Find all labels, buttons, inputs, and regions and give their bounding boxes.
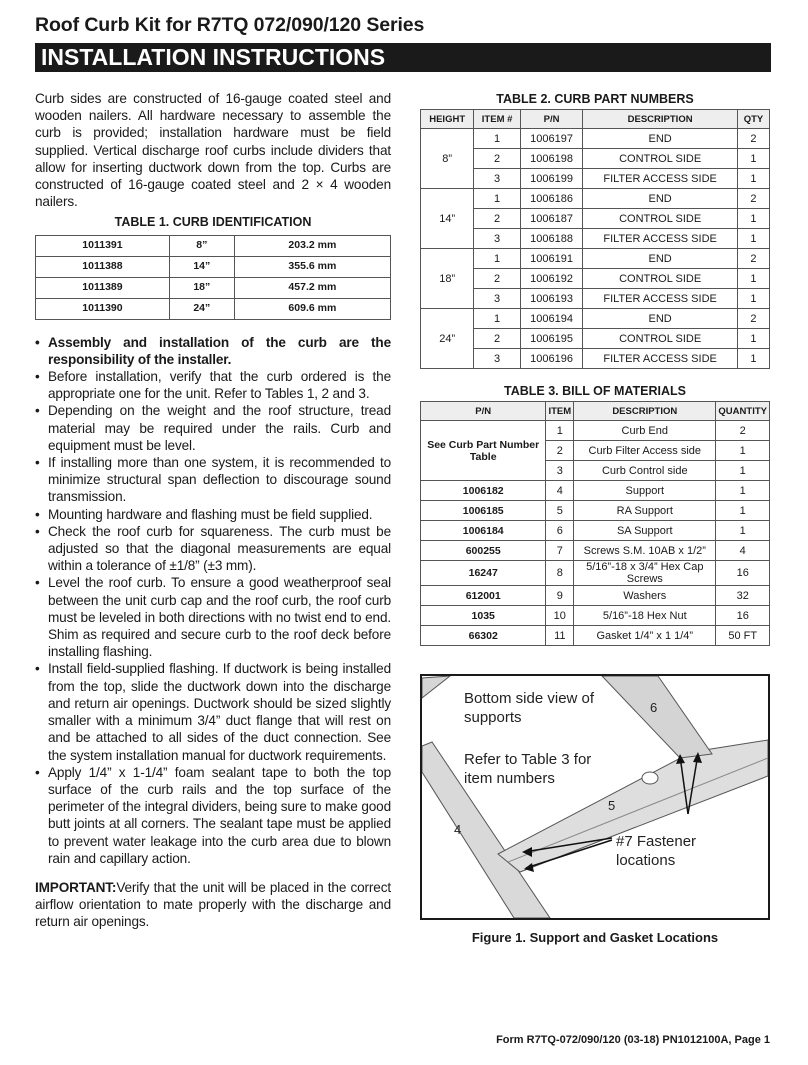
quantity-cell: 1 [716, 461, 770, 481]
curb-part-numbers-table [420, 109, 770, 369]
table2-row [421, 249, 770, 269]
support-diagram [420, 674, 770, 920]
support-6-shape [602, 676, 712, 758]
item-cell: 1 [474, 309, 521, 329]
table2-caption: TABLE 2. CURB PART NUMBERS [496, 92, 694, 106]
description-cell: END [583, 309, 738, 329]
quantity-cell: 1 [716, 441, 770, 461]
table1-row [36, 235, 391, 256]
part-number-cell: 1006187 [520, 209, 582, 229]
description-cell: END [583, 189, 738, 209]
quantity-cell: 2 [716, 421, 770, 441]
table2-header-cell: QTY [737, 110, 769, 129]
figure-text-fasteners: #7 Fastener locations [616, 833, 697, 869]
item-cell: 6 [546, 521, 574, 541]
instruction-item: • If installing more than one system, it is recommended to minimize structural span deflection to discourage sound transmission. [35, 454, 391, 506]
item-cell: 8 [546, 561, 574, 586]
table3-header-row [421, 402, 770, 421]
instruction-item: • Mounting hardware and flashing must be field supplied. [35, 506, 391, 523]
part-number-cell: 1006193 [520, 289, 582, 309]
qty-cell: 1 [737, 229, 769, 249]
item-cell: 3 [474, 349, 521, 369]
form-number: Form R7TQ-072/090/120 (03-18) PN1012100A, [496, 1034, 732, 1046]
part-number-cell: 1006195 [520, 329, 582, 349]
part-number-cell: 1006198 [520, 149, 582, 169]
description-cell: FILTER ACCESS SIDE [583, 229, 738, 249]
qty-cell: 2 [737, 309, 769, 329]
description-cell: Gasket 1/4” x 1 1/4” [574, 626, 716, 646]
description-cell: 5/16”-18 Hex Nut [574, 606, 716, 626]
right-column [420, 88, 770, 646]
qty-cell: 2 [737, 249, 769, 269]
qty-cell: 1 [737, 289, 769, 309]
instruction-item: • Assembly and installation of the curb are the responsibility of the installer. [35, 334, 391, 368]
table1-row [36, 256, 391, 277]
qty-cell: 1 [737, 149, 769, 169]
item-cell: 2 [546, 441, 574, 461]
height-cell: 18” [421, 249, 474, 309]
item-cell: 1 [546, 421, 574, 441]
qty-cell: 1 [737, 329, 769, 349]
item-cell: 7 [546, 541, 574, 561]
height-cell: 14” [169, 256, 234, 277]
page-footer [496, 1034, 770, 1046]
instruction-list [35, 334, 391, 867]
item-label-6: 6 [650, 700, 658, 715]
instruction-item: • Level the roof curb. To ensure a good weatherproof seal between the unit curb cap and the roof curb, the roof curb must be leveled in both directions with no twist end to end. Shim as required and secure curb to the roof deck before installing flashing. [35, 574, 391, 660]
part-number-cell: 1011391 [36, 235, 170, 256]
metric-cell: 457.2 mm [234, 277, 390, 298]
description-cell: CONTROL SIDE [583, 149, 738, 169]
instruction-item: • Depending on the weight and the roof structure, tread material may be required under the rails. Curb and equipment must be level. [35, 402, 391, 454]
description-cell: CONTROL SIDE [583, 329, 738, 349]
part-number-cell: 16247 [421, 561, 546, 586]
table3-row [421, 626, 770, 646]
table2-row [421, 309, 770, 329]
part-number-cell: 1011388 [36, 256, 170, 277]
instruction-item: • Before installation, verify that the curb ordered is the appropriate one for the unit. Refer to Tables 1, 2 and 3. [35, 368, 391, 402]
item-cell: 11 [546, 626, 574, 646]
support-hole [642, 772, 658, 784]
item-cell: 1 [474, 189, 521, 209]
qty-cell: 1 [737, 349, 769, 369]
qty-cell: 1 [737, 209, 769, 229]
description-cell: Support [574, 481, 716, 501]
table3-row [421, 586, 770, 606]
intro-paragraph: Curb sides are constructed of 16-gauge coated steel and wooden nailers. All hardware necessary to assemble the curb is provided; installation hardware must be field supplied. Vertical discharge roof curbs include dividers that allow for inserting ductwork down from the top. Curbs are constructed of 16-gauge coated steel and 2 × 4 wooden nailers. [35, 91, 391, 210]
item-cell: 3 [474, 169, 521, 189]
table2-row [421, 189, 770, 209]
height-cell: 24” [421, 309, 474, 369]
table2-row [421, 129, 770, 149]
item-cell: 2 [474, 329, 521, 349]
figure-caption: Figure 1. Support and Gasket Locations [471, 930, 719, 945]
table1-row [36, 277, 391, 298]
table3-row [421, 481, 770, 501]
part-number-cell: 1006192 [520, 269, 582, 289]
table3-header-cell: QUANTITY [716, 402, 770, 421]
part-number-cell: 1006196 [520, 349, 582, 369]
item-cell: 1 [474, 249, 521, 269]
description-cell: SA Support [574, 521, 716, 541]
description-cell: Curb End [574, 421, 716, 441]
instruction-item: • Apply 1/4” x 1-1/4” foam sealant tape to both the top surface of the curb rails and the top surface of the perimeter of the integral dividers, being sure to make good butt joints at all corners. The sealant tape must be applied to prevent water leakage into the curb area due to blown rain and capillary action. [35, 764, 391, 867]
figure-text-reference: Refer to Table 3 for item numbers [464, 751, 592, 787]
bill-of-materials-table [420, 401, 770, 646]
part-number-cell: 612001 [421, 586, 546, 606]
quantity-cell: 16 [716, 561, 770, 586]
table3-header-cell: DESCRIPTION [574, 402, 716, 421]
item-cell: 3 [474, 289, 521, 309]
left-column [35, 90, 391, 931]
part-number-cell: 1006191 [520, 249, 582, 269]
item-label-4: 4 [454, 822, 462, 837]
table2-header-cell: DESCRIPTION [583, 110, 738, 129]
part-number-cell: See Curb Part Number Table [421, 421, 546, 481]
height-cell: 18” [169, 277, 234, 298]
description-cell: FILTER ACCESS SIDE [583, 349, 738, 369]
height-cell: 14” [421, 189, 474, 249]
description-cell: Curb Filter Access side [574, 441, 716, 461]
description-cell: FILTER ACCESS SIDE [583, 289, 738, 309]
part-number-cell: 1011390 [36, 298, 170, 319]
figure-text-view: Bottom side view of supports [464, 690, 595, 726]
table1-caption: TABLE 1. CURB IDENTIFICATION [114, 215, 312, 230]
metric-cell: 355.6 mm [234, 256, 390, 277]
table3-row [421, 521, 770, 541]
item-cell: 1 [474, 129, 521, 149]
table3-row [421, 501, 770, 521]
important-label: IMPORTANT: [35, 879, 117, 895]
qty-cell: 1 [737, 169, 769, 189]
curb-identification-table [35, 235, 391, 320]
part-number-cell: 1035 [421, 606, 546, 626]
description-cell: RA Support [574, 501, 716, 521]
frame-edge-top [422, 676, 450, 698]
table2-header-cell: HEIGHT [421, 110, 474, 129]
table3-row [421, 561, 770, 586]
table3-row [421, 421, 770, 441]
table3-header-cell: P/N [421, 402, 546, 421]
part-number-cell: 66302 [421, 626, 546, 646]
height-cell: 8” [421, 129, 474, 189]
description-cell: CONTROL SIDE [583, 209, 738, 229]
quantity-cell: 50 FT [716, 626, 770, 646]
instruction-item: • Install field-supplied flashing. If ductwork is being installed from the top, slide the ductwork down into the discharge and return air openings. Ductwork should be sized slightly smaller with a minimum 3/4” duct flange that will rest on and be attached to all sides of the duct connection. See the system installation manual for ductwork requirements. [35, 660, 391, 763]
item-label-5: 5 [608, 798, 616, 813]
instructions-banner: INSTALLATION INSTRUCTIONS [35, 43, 771, 72]
item-cell: 3 [546, 461, 574, 481]
table2-header-cell: P/N [520, 110, 582, 129]
part-number-cell: 1006188 [520, 229, 582, 249]
description-cell: 5/16”-18 x 3/4” Hex Cap Screws [574, 561, 716, 586]
part-number-cell: 600255 [421, 541, 546, 561]
item-cell: 2 [474, 269, 521, 289]
metric-cell: 609.6 mm [234, 298, 390, 319]
table2-header-cell: ITEM # [474, 110, 521, 129]
item-cell: 3 [474, 229, 521, 249]
item-cell: 5 [546, 501, 574, 521]
description-cell: END [583, 249, 738, 269]
height-cell: 24” [169, 298, 234, 319]
page-number: Page 1 [734, 1034, 770, 1046]
important-note [35, 879, 391, 931]
part-number-cell: 1006197 [520, 129, 582, 149]
description-cell: CONTROL SIDE [583, 269, 738, 289]
description-cell: Curb Control side [574, 461, 716, 481]
part-number-cell: 1006199 [520, 169, 582, 189]
description-cell: END [583, 129, 738, 149]
description-cell: FILTER ACCESS SIDE [583, 169, 738, 189]
part-number-cell: 1006182 [421, 481, 546, 501]
height-cell: 8” [169, 235, 234, 256]
part-number-cell: 1006186 [520, 189, 582, 209]
item-cell: 2 [474, 209, 521, 229]
item-cell: 4 [546, 481, 574, 501]
table2-header-row [421, 110, 770, 129]
item-cell: 2 [474, 149, 521, 169]
important-text: Verify that the unit will be placed in the correct airflow orientation to mate properly with the discharge and return air openings. [35, 879, 391, 930]
table3-row [421, 541, 770, 561]
part-number-cell: 1006194 [520, 309, 582, 329]
item-cell: 9 [546, 586, 574, 606]
part-number-cell: 1006184 [421, 521, 546, 541]
instruction-item: • Check the roof curb for squareness. The curb must be adjusted so that the diagonal measurements are equal within a tolerance of ±1/8” (±3 mm). [35, 523, 391, 575]
quantity-cell: 16 [716, 606, 770, 626]
quantity-cell: 4 [716, 541, 770, 561]
table3-caption: TABLE 3. BILL OF MATERIALS [504, 384, 686, 398]
part-number-cell: 1011389 [36, 277, 170, 298]
qty-cell: 2 [737, 129, 769, 149]
quantity-cell: 1 [716, 521, 770, 541]
quantity-cell: 32 [716, 586, 770, 606]
description-cell: Washers [574, 586, 716, 606]
item-cell: 10 [546, 606, 574, 626]
quantity-cell: 1 [716, 501, 770, 521]
qty-cell: 2 [737, 189, 769, 209]
page-title: Roof Curb Kit for R7TQ 072/090/120 Series [35, 14, 425, 36]
table3-header-cell: ITEM [546, 402, 574, 421]
description-cell: Screws S.M. 10AB x 1/2” [574, 541, 716, 561]
table1-row [36, 298, 391, 319]
quantity-cell: 1 [716, 481, 770, 501]
metric-cell: 203.2 mm [234, 235, 390, 256]
table3-row [421, 606, 770, 626]
qty-cell: 1 [737, 269, 769, 289]
part-number-cell: 1006185 [421, 501, 546, 521]
